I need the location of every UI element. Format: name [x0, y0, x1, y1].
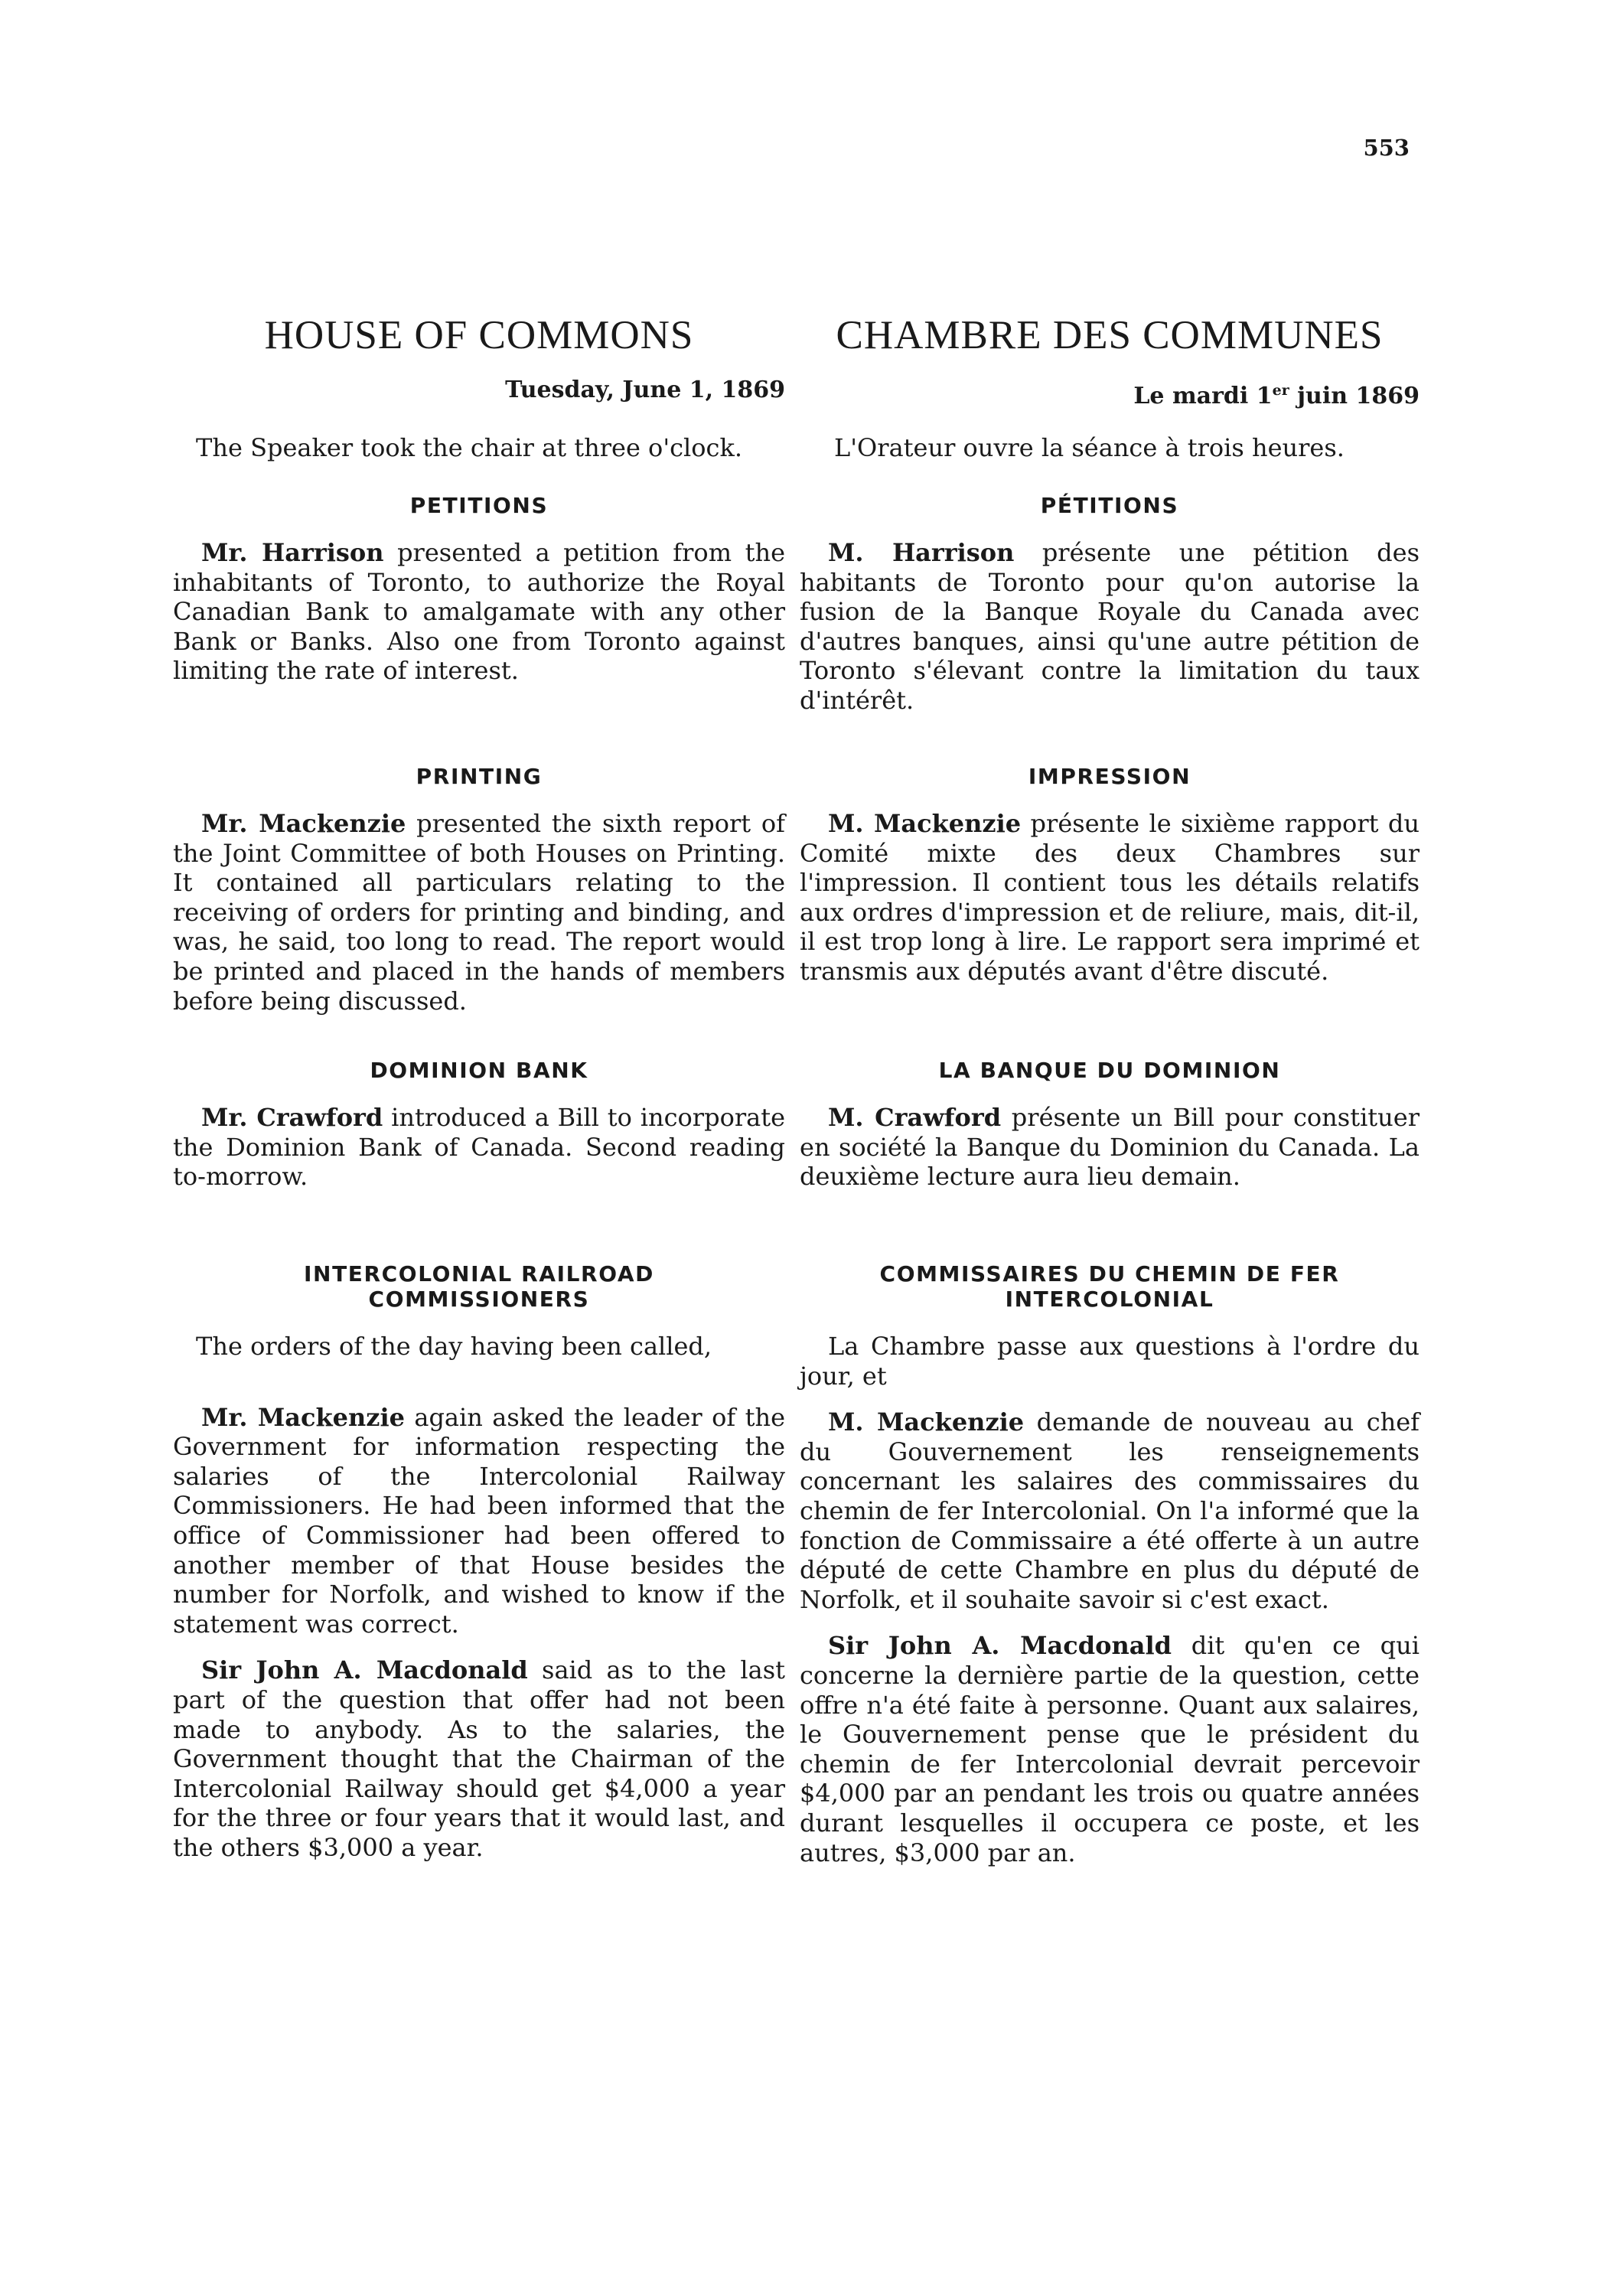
date-prefix: Le mardi 1 — [1133, 383, 1273, 409]
french-title: CHAMBRE DES COMMUNES — [836, 313, 1384, 357]
paragraph-text: présente le sixième rapport du Comité mixte des deux Chambres sur l'impression. Il contient tous les détails relatifs aux ordres d'impression et de reliure, mais, dit-il, il est trop long à lire. Le rapport sera imprimé et transmis aux députés avant d'être discuté. — [800, 809, 1420, 986]
section-heading: PÉTITIONS — [1040, 493, 1179, 518]
speaker-name: M. Harrison — [828, 538, 1015, 567]
paragraph — [800, 1332, 1420, 1391]
date-suffix: juin 1869 — [1289, 383, 1420, 409]
paragraph — [173, 1103, 785, 1192]
paragraph-text: again asked the leader of the Government for information respecting the salaries of the Intercolonial Railway Commissioners. He had been informed that the office of Commissioner had been offered to another member of that House besides the number for Norfolk, and wished to know if the statement was correct. — [173, 1402, 785, 1639]
paragraph — [173, 1332, 785, 1362]
speaker-name: M. Mackenzie — [828, 1407, 1025, 1437]
english-date: Tuesday, June 1, 1869 — [505, 377, 785, 403]
date-superscript: er — [1272, 382, 1289, 399]
paragraph-text: présente un Bill pour constituer en société la Banque du Dominion du Canada. La deuxième lecture aura lieu demain. — [800, 1103, 1420, 1192]
speaker-name: Sir John A. Macdonald — [828, 1631, 1172, 1661]
section-heading: INTERCOLONIAL RAILROAD COMMISSIONERS — [304, 1261, 654, 1312]
paragraph-text: The orders of the day having been called, — [196, 1332, 712, 1361]
french-section-commissaires — [800, 1261, 1420, 1867]
section-heading: DOMINION BANK — [370, 1058, 588, 1083]
paragraph — [173, 1403, 785, 1639]
paragraph — [173, 538, 785, 686]
paragraph-text: introduced a Bill to incorporate the Dominion Bank of Canada. Second reading to-morrow. — [173, 1103, 786, 1192]
french-date — [800, 377, 1420, 409]
english-section-intercolonial — [173, 1261, 785, 1863]
paragraph-text: demande de nouveau au chef du Gouvernement les renseignements concernant les salaires des commissaires du chemin de fer Intercolonial. On l'a informé que la fonction de Commissaire a été offerte à un autre député de cette Chambre en plus du député de Norfolk, et il souhaite savoir si c'est exact. — [800, 1407, 1420, 1614]
paragraph-text: said as to the last part of the question that offer had not been made to anybody. As to the salaries, the Government thought that the Chairman of the Intercolonial Railway should get $4,000 a year for the three or four years that it would last, and the others $3,000 a year. — [173, 1655, 785, 1862]
english-section-printing — [173, 764, 785, 1016]
paragraph — [800, 538, 1420, 716]
french-section-impression — [800, 764, 1420, 987]
paragraph — [173, 809, 785, 1016]
english-title: HOUSE OF COMMONS — [264, 313, 694, 357]
english-section-dominion-bank — [173, 1058, 785, 1192]
french-section-petitions — [800, 493, 1420, 716]
paragraph — [800, 1631, 1420, 1867]
speaker-name: Mr. Mackenzie — [201, 809, 406, 838]
paragraph-text: La Chambre passe aux questions à l'ordre du jour, et — [800, 1332, 1420, 1391]
page-number: 553 — [1363, 135, 1410, 161]
speaker-name: Mr. Harrison — [201, 538, 384, 567]
french-opening: L'Orateur ouvre la séance à trois heures. — [834, 433, 1345, 462]
english-section-petitions — [173, 493, 785, 686]
speaker-name: Mr. Mackenzie — [201, 1402, 405, 1432]
paragraph — [800, 809, 1420, 987]
paragraph-text: presented a petition from the inhabitants of Toronto, to authorize the Royal Canadian Bank to amalgamate with any other Bank or Banks. Also one from Toronto against limiting the rate of interest. — [173, 538, 786, 686]
speaker-name: M. Mackenzie — [828, 809, 1022, 838]
paragraph-text: presented the sixth report of the Joint Committee of both Houses on Printing. It contained all particulars relating to the receiving of orders for printing and binding, and was, he said, too long to read. The report would be printed and placed in the hands of members before being discussed. — [173, 809, 786, 1016]
english-opening: The Speaker took the chair at three o'clock. — [196, 433, 743, 462]
section-heading: PRINTING — [416, 764, 543, 789]
paragraph-text: dit qu'en ce qui concerne la dernière partie de la question, cette offre n'a été faite à personne. Quant aux salaires, le Gouvernement pense que le président du chemin de fer Intercolonial devrait percevoir $4,000 par an pendant les trois ou quatre années durant lesquelles il occupera ce poste, et les autres, $3,000 par an. — [800, 1631, 1420, 1867]
section-heading: IMPRESSION — [1028, 764, 1191, 789]
section-heading: LA BANQUE DU DOMINION — [938, 1058, 1281, 1083]
speaker-name: M. Crawford — [828, 1103, 1002, 1132]
speaker-name: Mr. Crawford — [201, 1103, 383, 1132]
section-heading: PETITIONS — [409, 493, 549, 518]
paragraph — [800, 1103, 1420, 1192]
english-column — [173, 312, 786, 1862]
french-column — [800, 312, 1420, 1867]
speaker-name: Sir John A. Macdonald — [201, 1655, 528, 1685]
section-heading: COMMISSAIRES DU CHEMIN DE FER INTERCOLONIAL — [879, 1261, 1340, 1312]
paragraph-text: présente une pétition des habitants de Toronto pour qu'on autorise la fusion de la Banque Royale du Canada avec d'autres banques, ainsi qu'une autre pétition de Toronto s'élevant contre la limitation du taux d'intérêt. — [800, 538, 1420, 715]
paragraph — [173, 1655, 785, 1862]
paragraph — [800, 1407, 1420, 1614]
french-section-banque-dominion — [800, 1058, 1420, 1192]
